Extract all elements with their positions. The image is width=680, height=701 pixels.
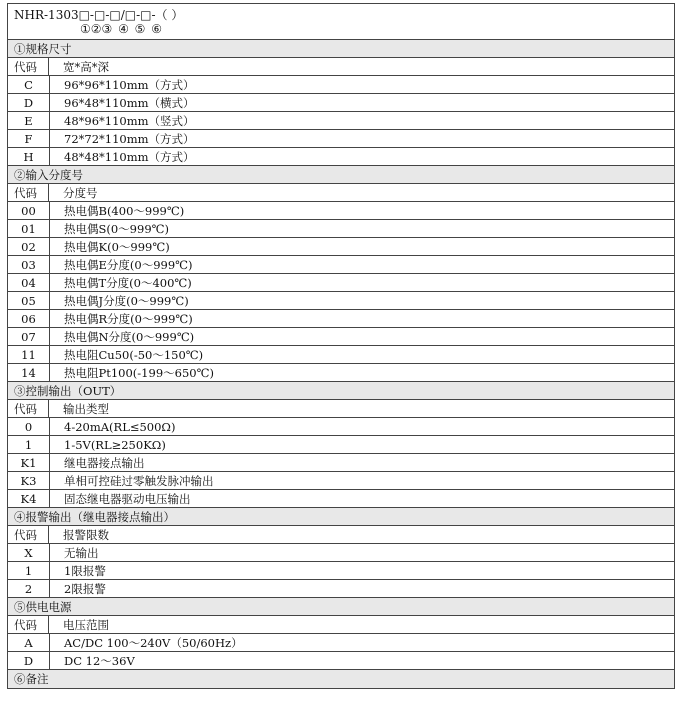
header-code: 代码 <box>8 616 49 633</box>
header-code: 代码 <box>8 58 49 75</box>
model-header <box>8 4 674 40</box>
row-desc: 热电阻Pt100(-199～650℃) <box>64 366 214 380</box>
row-desc: 48*48*110mm（方式） <box>64 150 195 164</box>
row-desc: AC/DC 100～240V（50/60Hz） <box>64 636 243 650</box>
row-code: K3 <box>8 472 50 489</box>
row-desc: DC 12～36V <box>64 654 135 668</box>
row-code: A <box>8 634 50 651</box>
section-title: ②输入分度号 <box>8 166 674 184</box>
row-code: F <box>8 130 50 147</box>
table-row <box>8 310 674 328</box>
row-desc: 单相可控硅过零触发脉冲输出 <box>64 474 214 488</box>
row-desc: 96*48*110mm（横式） <box>64 96 195 110</box>
row-code: 11 <box>8 346 50 363</box>
header-code: 代码 <box>8 526 49 543</box>
row-desc: 热电偶N分度(0～999℃) <box>64 330 195 344</box>
table-row <box>8 148 674 166</box>
row-code: 00 <box>8 202 50 219</box>
row-code: X <box>8 544 50 561</box>
row-code: 1 <box>8 436 50 453</box>
table-row <box>8 130 674 148</box>
table-row <box>8 634 674 652</box>
row-desc: 热电偶K(0～999℃) <box>64 240 170 254</box>
row-code: 03 <box>8 256 50 273</box>
row-desc: 热电阻Cu50(-50～150℃) <box>64 348 204 362</box>
section-title: ⑤供电电源 <box>8 598 674 616</box>
section-header-row <box>8 184 674 202</box>
table-row <box>8 220 674 238</box>
row-code: 2 <box>8 580 50 597</box>
row-desc: 热电偶J分度(0～999℃) <box>64 294 189 308</box>
table-row <box>8 436 674 454</box>
table-row <box>8 454 674 472</box>
table-row <box>8 490 674 508</box>
table-row <box>8 580 674 598</box>
table-row <box>8 112 674 130</box>
row-code: 14 <box>8 364 50 381</box>
row-code: 01 <box>8 220 50 237</box>
row-code: K1 <box>8 454 50 471</box>
header-desc: 电压范围 <box>63 618 109 632</box>
table-row <box>8 544 674 562</box>
row-desc: 继电器接点输出 <box>64 456 145 470</box>
row-code: 1 <box>8 562 50 579</box>
table-row <box>8 652 674 670</box>
table-row <box>8 562 674 580</box>
row-code: D <box>8 652 50 669</box>
position-markers: ①②③ ④ ⑤ ⑥ <box>80 22 162 36</box>
row-desc: 热电偶E分度(0～999℃) <box>64 258 193 272</box>
row-desc: 无输出 <box>64 546 99 560</box>
header-desc: 输出类型 <box>63 402 109 416</box>
section-header-row <box>8 616 674 634</box>
row-desc: 固态继电器驱动电压输出 <box>64 492 191 506</box>
row-code: E <box>8 112 50 129</box>
row-desc: 72*72*110mm（方式） <box>64 132 195 146</box>
row-code: K4 <box>8 490 50 507</box>
row-desc: 96*96*110mm（方式） <box>64 78 195 92</box>
row-code: 02 <box>8 238 50 255</box>
table-row <box>8 238 674 256</box>
table-row <box>8 328 674 346</box>
model-code-table <box>7 3 675 689</box>
row-code: H <box>8 148 50 165</box>
row-code: 07 <box>8 328 50 345</box>
section-header-row <box>8 58 674 76</box>
header-desc: 报警限数 <box>63 528 109 542</box>
row-code: 06 <box>8 310 50 327</box>
model-number: NHR-1303□-□-□/□-□-（ ） <box>14 8 184 22</box>
table-row <box>8 76 674 94</box>
row-code: 04 <box>8 274 50 291</box>
header-code: 代码 <box>8 184 49 201</box>
row-desc: 热电偶R分度(0～999℃) <box>64 312 193 326</box>
table-row <box>8 472 674 490</box>
section-title: ④报警输出（继电器接点输出） <box>8 508 674 526</box>
header-desc: 分度号 <box>63 186 98 200</box>
table-row <box>8 202 674 220</box>
section-title: ③控制输出（OUT） <box>8 382 674 400</box>
section-title: ⑥备注 <box>8 670 674 688</box>
section-header-row <box>8 400 674 418</box>
row-code: 0 <box>8 418 50 435</box>
section-title: ①规格尺寸 <box>8 40 674 58</box>
table-row <box>8 418 674 436</box>
row-code: D <box>8 94 50 111</box>
section-header-row <box>8 526 674 544</box>
row-desc: 1限报警 <box>64 564 106 578</box>
row-desc: 热电偶T分度(0～400℃) <box>64 276 192 290</box>
sections <box>8 40 674 688</box>
table-row <box>8 364 674 382</box>
table-row <box>8 94 674 112</box>
row-desc: 2限报警 <box>64 582 106 596</box>
table-row <box>8 256 674 274</box>
header-code: 代码 <box>8 400 49 417</box>
row-code: C <box>8 76 50 93</box>
row-desc: 热电偶B(400～999℃) <box>64 204 185 218</box>
table-row <box>8 292 674 310</box>
row-code: 05 <box>8 292 50 309</box>
header-desc: 宽*高*深 <box>63 60 109 74</box>
table-row <box>8 274 674 292</box>
table-row <box>8 346 674 364</box>
row-desc: 1-5V(RL≥250KΩ) <box>64 438 166 452</box>
row-desc: 4-20mA(RL≤500Ω) <box>64 420 176 434</box>
row-desc: 48*96*110mm（竖式） <box>64 114 195 128</box>
row-desc: 热电偶S(0～999℃) <box>64 222 169 236</box>
